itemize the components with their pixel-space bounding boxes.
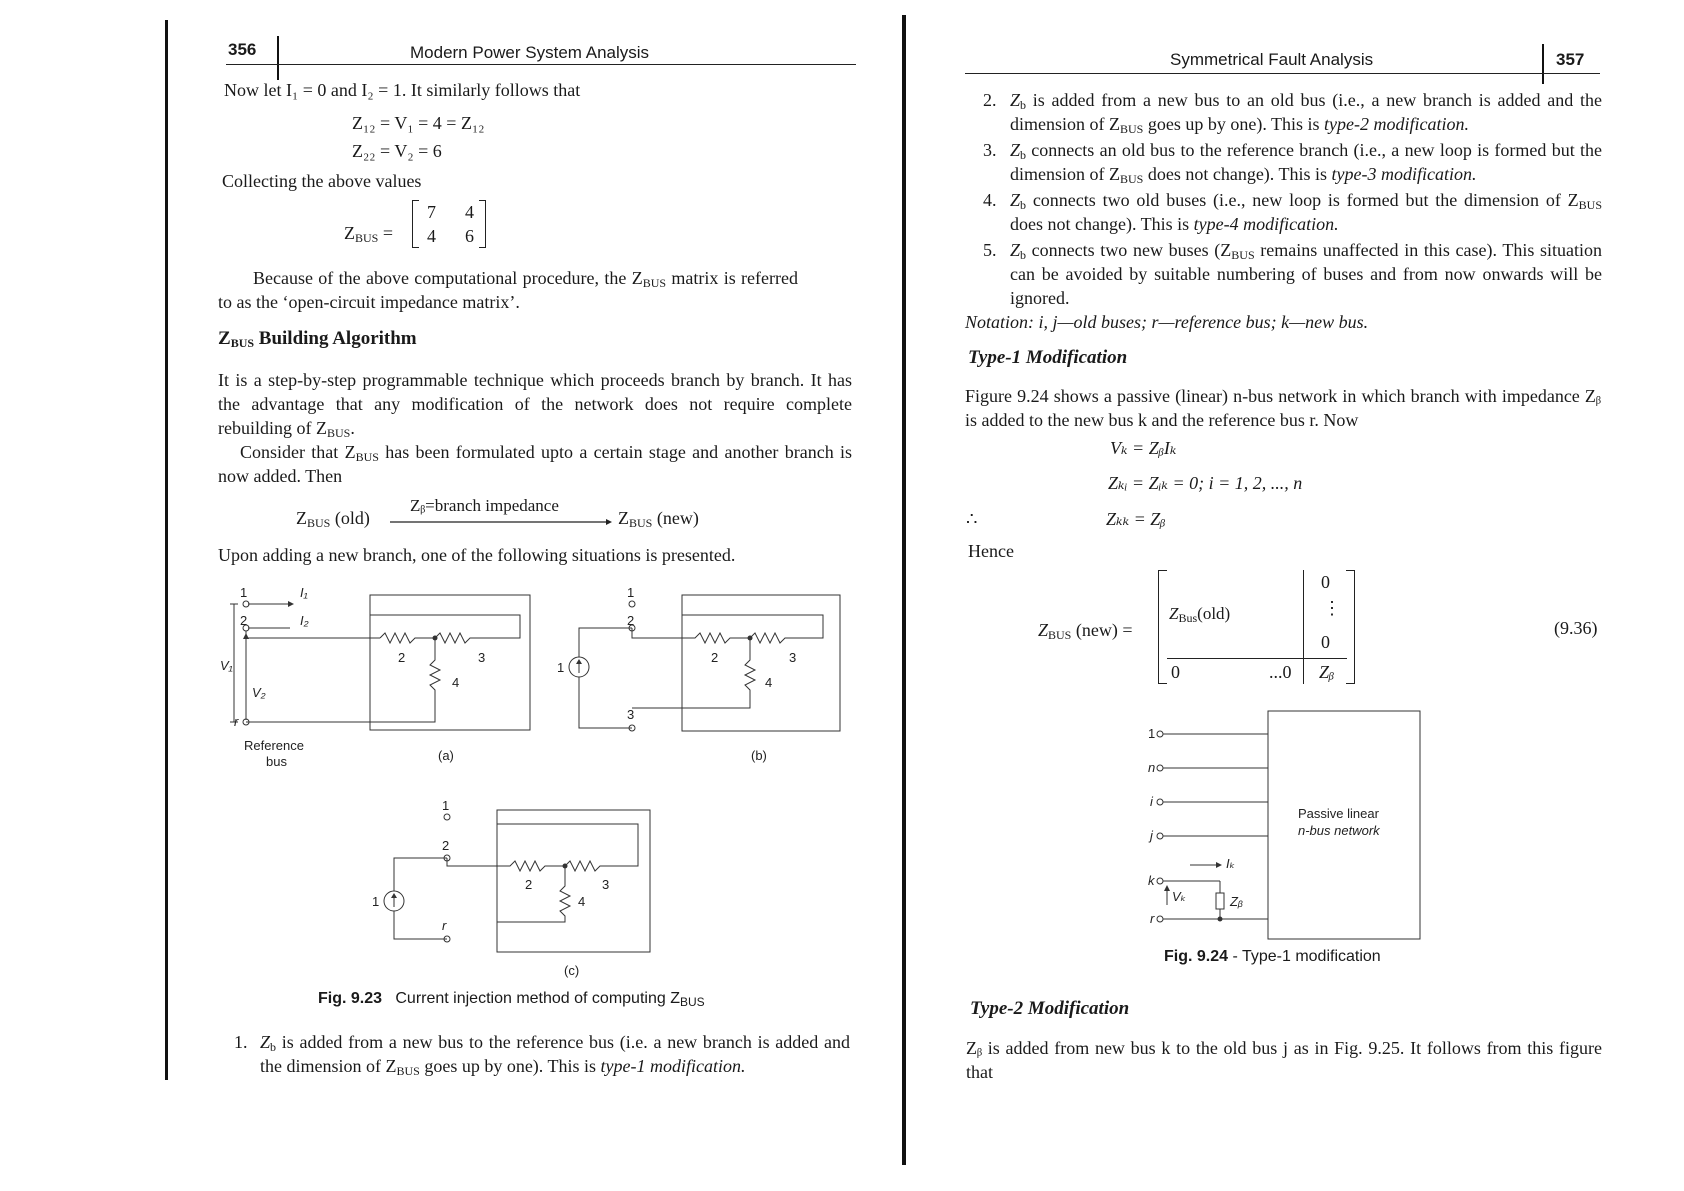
zbus-matrix-label: $Z_{BUS}$ = <box>344 223 393 245</box>
fig-c-r4: 4 <box>578 894 586 909</box>
figure-9-23-b <box>555 585 855 775</box>
type-1-heading: Type-1 Modification <box>968 347 1128 368</box>
matrix-row-dots: ...0 <box>1269 662 1292 682</box>
matrix-cell: 4 <box>427 226 436 246</box>
fig-b-r3: 3 <box>789 650 797 665</box>
fig24-box-line1: Passive linear <box>1298 806 1379 821</box>
fig24-vk: Vₖ <box>1172 889 1187 904</box>
fig-c-node-1: 1 <box>442 798 450 813</box>
item-1-number: 1. <box>234 1032 248 1052</box>
fig-b-node-2: 2 <box>627 613 635 628</box>
equation-vk: Vₖ = ZᵦIₖ <box>1110 438 1177 458</box>
matrix-col-cell: ⋮ <box>1323 598 1341 618</box>
matrix-cell: 7 <box>427 202 436 222</box>
section-heading-zbus-algorithm: $Z_{BUS}$ Building Algorithm <box>218 328 417 350</box>
fig-b-r4: 4 <box>765 675 773 690</box>
fig-a-r4: 4 <box>452 675 460 690</box>
page-number-left: 356 <box>228 40 257 59</box>
equation-number: (9.36) <box>1554 618 1598 638</box>
transition-arrow <box>390 518 612 528</box>
page-number-right: 357 <box>1556 50 1585 69</box>
left-margin-line <box>165 20 168 1080</box>
running-head-left: Modern Power System Analysis <box>410 43 650 62</box>
running-head-right: Symmetrical Fault Analysis <box>1170 50 1374 69</box>
list-item: 4. $Z_b$ connects two old buses (i.e., new loop is formed but the dimension of $Z_{BUS}$ does not change). This is type-4 modification. <box>983 190 1602 234</box>
hence-text: Hence <box>968 541 1014 561</box>
fig24-node-n: n <box>1148 760 1156 775</box>
fig-a-i1: I₁ <box>300 585 308 600</box>
collecting-text: Collecting the above values <box>222 171 422 191</box>
therefore-symbol: ∴ <box>966 509 978 529</box>
fig-a-v2: V₂ <box>252 685 266 700</box>
paragraph-consider: Consider that $Z_{BUS}$ has been formulated upto a certain stage and another branch is now added. Then <box>218 442 852 486</box>
fig-c-caption: (c) <box>564 963 580 978</box>
zbus-matrix <box>412 200 486 248</box>
list-item: 3. $Z_b$ connects an old bus to the reference branch (i.e., a new loop is formed but the dimension of $Z_{BUS}$ does not change). This is type-3 modification. <box>983 140 1602 186</box>
fig-a-r3: 3 <box>478 650 486 665</box>
matrix-row-cell: 0 <box>1171 662 1180 682</box>
matrix-cell: 4 <box>465 202 474 222</box>
fig24-ik: Iₖ <box>1226 856 1236 871</box>
figure-9-24-caption: Fig. 9.24 - Type-1 modification <box>1164 948 1381 965</box>
fig24-node-1: 1 <box>1148 726 1156 741</box>
fig24-zb: Zᵦ <box>1230 894 1244 909</box>
paragraph-situations: Upon adding a new branch, one of the following situations is presented. <box>218 545 736 565</box>
figure-9-23-c <box>370 798 660 980</box>
zbus-new-matrix <box>1158 570 1355 684</box>
fig-c-r3: 3 <box>602 877 610 892</box>
zbus-new-label: $Z_{BUS}$ (new) = <box>1038 620 1133 642</box>
fig24-node-k: k <box>1148 873 1155 888</box>
header-rule-right <box>965 73 1600 74</box>
modification-list <box>965 88 1602 310</box>
equation-zkk: Zₖₖ = Zᵦ <box>1106 509 1166 529</box>
fig-a-caption: (a) <box>438 748 454 763</box>
fig-b-r2: 2 <box>711 650 719 665</box>
header-rule-left <box>226 64 856 65</box>
fig-a-r2: 2 <box>398 650 406 665</box>
fig-b-node-1: 1 <box>627 585 635 600</box>
matrix-cell: 6 <box>465 226 474 246</box>
fig24-node-r: r <box>1150 911 1155 926</box>
equation-z12: Z₁₂ = V₁ = 4 = Z₁₂ <box>352 113 485 133</box>
fig-b-node-3: 3 <box>627 707 635 722</box>
fig-a-node-2: 2 <box>240 613 248 628</box>
fig-a-reference: Reference <box>244 738 304 753</box>
fig24-node-i: i <box>1150 794 1153 809</box>
fig-c-source-label: 1 <box>372 894 380 909</box>
fig24-node-j: j <box>1150 828 1153 843</box>
type-1-paragraph: Figure 9.24 shows a passive (linear) n-bus network in which branch with impedance Zᵦ is added to the new bus k and the reference bus r. Now <box>965 386 1601 430</box>
fig-a-node-1: 1 <box>240 585 248 600</box>
fig-c-node-2: 2 <box>442 838 450 853</box>
equation-z22: Z₂₂ = V₂ = 6 <box>352 141 442 161</box>
figure-9-23-caption: Fig. 9.23 Current injection method of computing $Z_{BUS}$ <box>318 990 705 1009</box>
paragraph-open-circuit: Because of the above computational procedure, the $Z_{BUS}$ matrix is referred to as the ‘open-circuit impedance matrix’. <box>218 268 798 312</box>
fig-a-node-r: r <box>234 714 239 729</box>
matrix-zb: Zᵦ <box>1319 662 1335 682</box>
fig-b-caption: (b) <box>751 748 767 763</box>
matrix-col-cell: 0 <box>1321 632 1330 652</box>
arrow-label: Zᵦ=branch impedance <box>410 496 559 515</box>
fig-a-i2: I₂ <box>300 613 309 628</box>
book-spine <box>902 15 906 1165</box>
fig-a-v1: V₁ <box>220 658 233 673</box>
figure-9-24 <box>1140 705 1430 935</box>
list-item: 2. $Z_b$ is added from a new bus to an old bus (i.e., a new branch is added and the dimension of $Z_{BUS}$ goes up by one). This is type-2 modification. <box>983 90 1602 136</box>
arrow-right-term: $Z_{BUS}$ (new) <box>618 508 699 530</box>
item-1-text: $Z_b$ is added from a new bus to the reference bus (i.e. a new branch is added and the dimension of $Z_{BUS}$ goes up by one). This is type-1 modification. <box>260 1032 850 1078</box>
list-item: 5. $Z_b$ connects two new buses ($Z_{BUS}$ remains unaffected in this case). This situation can be avoided by suitable numbering of buses and from now onwards will be ignored. <box>983 240 1603 308</box>
matrix-col-cell: 0 <box>1321 572 1330 592</box>
type-2-heading: Type-2 Modification <box>970 998 1130 1019</box>
paragraph-algorithm: It is a step-by-step programmable technique which proceeds branch by branch. It has the advantage that any modification of the network does not require complete rebuilding of $Z_{BUS}$. <box>218 370 852 440</box>
arrow-left-term: $Z_{BUS}$ (old) <box>296 508 370 530</box>
page-number-divider <box>277 36 279 80</box>
matrix-zold: $Z_{Bus}(old)$ <box>1169 604 1231 625</box>
fig-b-source-label: 1 <box>557 660 565 675</box>
page-number-divider-right <box>1542 44 1544 84</box>
fig24-box-line2: n-bus network <box>1298 823 1380 838</box>
fig-c-node-r: r <box>442 918 447 933</box>
figure-9-23-a <box>220 585 540 775</box>
fig-a-bus: bus <box>266 754 287 769</box>
fig-c-r2: 2 <box>525 877 533 892</box>
equation-zki: Zₖᵢ = Zᵢₖ = 0; i = 1, 2, ..., n <box>1108 473 1303 493</box>
type-2-paragraph: Zᵦ is added from new bus k to the old bus j as in Fig. 9.25. It follows from this figure that <box>966 1038 1602 1082</box>
notation-line: Notation: i, j—old buses; r—reference bus; k—new bus. <box>965 312 1369 332</box>
intro-line: Now let I₁ = 0 and I₂ = 1. It similarly follows that <box>224 80 581 100</box>
